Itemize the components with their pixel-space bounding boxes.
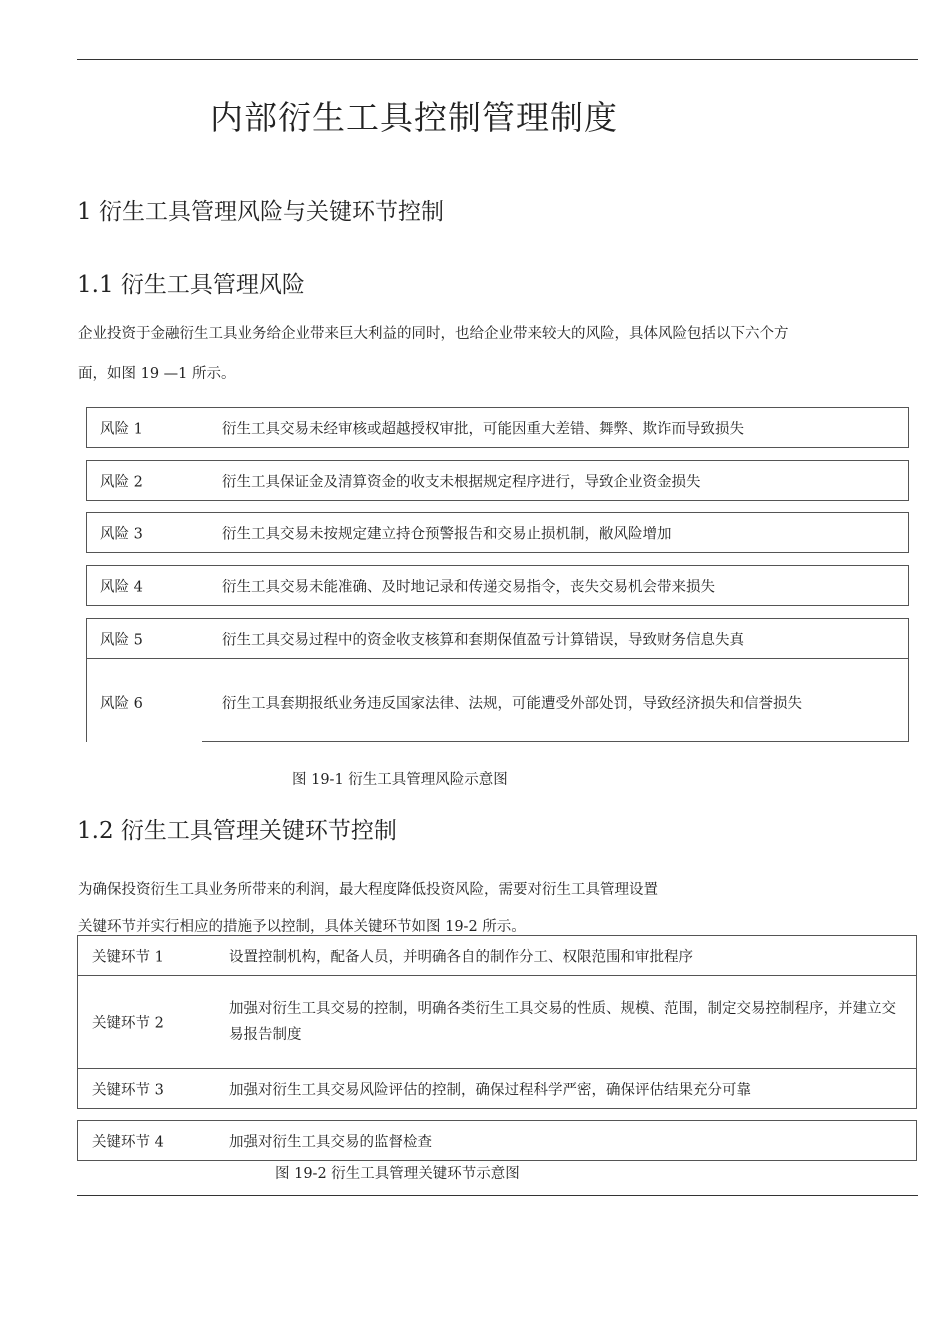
risk-label: 风险 1	[100, 421, 143, 437]
risk-label: 风险 5	[100, 632, 143, 648]
key-intro-line-2: 关键环节并实行相应的措施予以控制，具体关键环节如图 19-2 所示。	[78, 919, 526, 935]
risk-label: 风险 4	[100, 579, 143, 595]
key-point-text: 加强对衍生工具交易风险评估的控制，确保过程科学严密，确保评估结果充分可靠	[229, 1082, 751, 1098]
risk-box-6	[86, 658, 909, 742]
risk-text: 衍生工具交易未按规定建立持仓预警报告和交易止损机制，敝风险增加	[222, 526, 672, 542]
risk-box-6-bottom-line	[202, 741, 909, 742]
risk-box-5	[86, 618, 909, 659]
risk-text: 衍生工具套期报纸业务违反国家法律、法规，可能遭受外部处罚，导致经济损失和信誉损失	[222, 696, 802, 712]
key-point-text: 加强对衍生工具交易的监督检查	[229, 1134, 432, 1150]
figure-caption-19-1: 图 19-1 衍生工具管理风险示意图	[292, 772, 508, 788]
document-title: 内部衍生工具控制管理制度	[210, 98, 618, 137]
risk-box-3	[86, 512, 909, 553]
key-point-text: 加强对衍生工具交易的控制，明确各类衍生工具交易的性质、规模、范围，制定交易控制程序，并建立交易报告制度	[229, 1001, 896, 1043]
risk-text: 衍生工具交易未能准确、及时地记录和传递交易指令，丧失交易机会带来损失	[222, 579, 715, 595]
risk-intro-line-1: 企业投资于金融衍生工具业务给企业带来巨大利益的同时，也给企业带来较大的风险，具体风险包括以下六个方	[78, 326, 789, 342]
key-point-text: 设置控制机构，配备人员，并明确各自的制作分工、权限范围和审批程序	[229, 949, 693, 965]
risk-box-1	[86, 407, 909, 448]
key-point-label: 关键环节 1	[92, 949, 164, 965]
risk-text: 衍生工具交易未经审核或超越授权审批，可能因重大差错、舞弊、欺诈而导致损失	[222, 421, 744, 437]
key-point-label: 关键环节 3	[92, 1082, 164, 1098]
risk-intro-line-2: 面，如图 19 —1 所示。	[78, 366, 236, 382]
risk-box-2	[86, 460, 909, 501]
section-1-heading: 1 衍生工具管理风险与关键环节控制	[77, 199, 444, 225]
bottom-rule	[77, 1195, 918, 1196]
key-point-box-1	[77, 935, 917, 976]
top-rule	[77, 59, 918, 60]
risk-text: 衍生工具交易过程中的资金收支核算和套期保值盈亏计算错误，导致财务信息失真	[222, 632, 744, 648]
risk-label: 风险 2	[100, 474, 143, 490]
risk-text: 衍生工具保证金及清算资金的收支未根据规定程序进行，导致企业资金损失	[222, 474, 701, 490]
risk-label: 风险 6	[100, 696, 143, 712]
section-1-2-heading: 1.2 衍生工具管理关键环节控制	[77, 818, 397, 844]
risk-label: 风险 3	[100, 526, 143, 542]
key-point-label: 关键环节 2	[92, 1015, 164, 1032]
key-intro-line-1: 为确保投资衍生工具业务所带来的利润，最大程度降低投资风险，需要对衍生工具管理设置	[78, 882, 658, 898]
key-point-box-3	[77, 1068, 917, 1109]
key-point-label: 关键环节 4	[92, 1134, 164, 1150]
key-point-box-2	[77, 975, 917, 1069]
section-1-1-heading: 1.1 衍生工具管理风险	[77, 272, 305, 298]
key-point-box-4	[77, 1120, 917, 1161]
risk-box-4	[86, 565, 909, 606]
figure-caption-19-2: 图 19-2 衍生工具管理关键环节示意图	[275, 1166, 520, 1182]
